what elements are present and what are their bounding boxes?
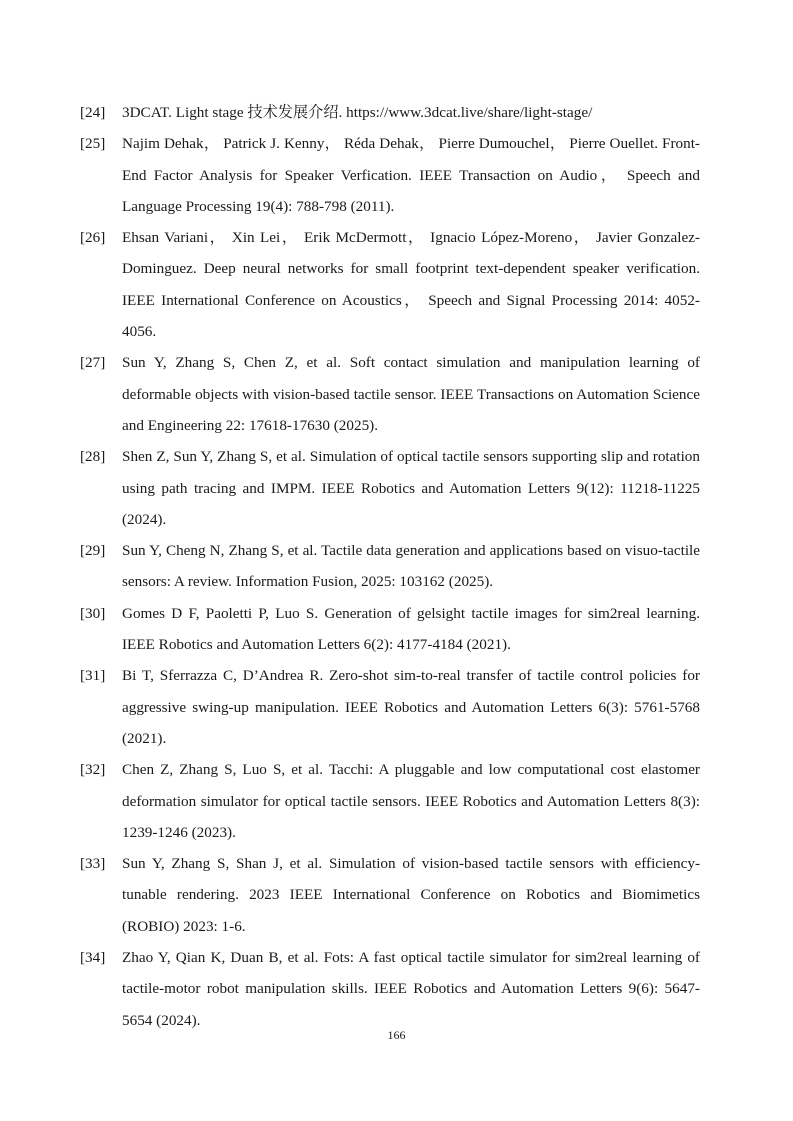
reference-text: Shen Z, Sun Y, Zhang S, et al. Simulation of optical tactile sensors supporting slip and rotation using path tracing and IMPM. IEEE Robotics and Automation Letters 9(12): 11218-11225 (2024). bbox=[122, 448, 700, 528]
reference-text: Najim Dehak， Patrick J. Kenny， Réda Dehak， Pierre Dumouchel， Pierre Ouellet. Front-End Factor Analysis for Speaker Verfication. IEEE Transaction on Audio， Speech and Language Processing 19(4): 788-798 (2011). bbox=[122, 135, 700, 215]
reference-entry-32 bbox=[80, 754, 700, 848]
reference-number: [27] bbox=[80, 354, 106, 372]
reference-text: Gomes D F, Paoletti P, Luo S. Generation of gelsight tactile images for sim2real learning. IEEE Robotics and Automation Letters 6(2): 4177-4184 (2021). bbox=[122, 604, 700, 654]
reference-number: [33] bbox=[80, 855, 106, 873]
reference-text: Sun Y, Zhang S, Shan J, et al. Simulation of vision-based tactile sensors with efficiency-tunable rendering. 2023 IEEE International Conference on Robotics and Biomimetics (ROBIO) 2023: 1-6. bbox=[122, 855, 700, 935]
reference-number: [31] bbox=[80, 667, 106, 685]
reference-entry-33 bbox=[80, 848, 700, 942]
reference-entry-27 bbox=[80, 347, 700, 441]
reference-number: [34] bbox=[80, 949, 106, 967]
reference-entry-28 bbox=[80, 441, 700, 535]
reference-text: Sun Y, Cheng N, Zhang S, et al. Tactile data generation and applications based on visuo-tactile sensors: A review. Information Fusion, 2025: 103162 (2025). bbox=[122, 542, 700, 591]
reference-entry-34 bbox=[80, 942, 700, 1036]
reference-number: [29] bbox=[80, 542, 106, 560]
reference-text: Chen Z, Zhang S, Luo S, et al. Tacchi: A pluggable and low computational cost elastomer deformation simulator for optical tactile sensors. IEEE Robotics and Automation Letters 8(3): 1239-1246 (2023). bbox=[122, 761, 700, 841]
reference-number: [26] bbox=[80, 229, 106, 247]
page-number: 166 bbox=[387, 1028, 406, 1042]
reference-entry-29 bbox=[80, 535, 700, 598]
reference-entry-30 bbox=[80, 598, 700, 661]
reference-entry-26 bbox=[80, 222, 700, 347]
reference-text: Zhao Y, Qian K, Duan B, et al. Fots: A fast optical tactile simulator for sim2real learning of tactile-motor robot manipulation skills. IEEE Robotics and Automation Letters 9(6): 5647-5654 (2024). bbox=[122, 949, 700, 1029]
reference-text: Ehsan Variani， Xin Lei， Erik McDermott， Ignacio López-Moreno， Javier Gonzalez-Dominguez. Deep neural networks for small footprint text-dependent speaker verification. IEEE International Conference on Acoustics， Speech and Signal Processing 2014: 4052-4056. bbox=[122, 229, 700, 341]
reference-entry-31 bbox=[80, 660, 700, 754]
reference-number: [30] bbox=[80, 604, 106, 622]
reference-text: Bi T, Sferrazza C, D’Andrea R. Zero-shot sim-to-real transfer of tactile control policies for aggressive swing-up manipulation. IEEE Robotics and Automation Letters 6(3): 5761-5768 (2021). bbox=[122, 667, 700, 747]
reference-entry-25 bbox=[80, 128, 700, 222]
reference-text: 3DCAT. Light stage 技术发展介绍. https://www.3dcat.live/share/light-stage/ bbox=[122, 104, 593, 121]
reference-number: [32] bbox=[80, 761, 106, 779]
reference-text: Sun Y, Zhang S, Chen Z, et al. Soft contact simulation and manipulation learning of deformable objects with vision-based tactile sensor. IEEE Transactions on Automation Science and Engineering 22: 17618-17630 (2025). bbox=[122, 354, 700, 434]
reference-number: [28] bbox=[80, 448, 106, 466]
reference-list bbox=[80, 97, 700, 1036]
reference-entry-24 bbox=[80, 97, 700, 128]
reference-number: [25] bbox=[80, 135, 106, 153]
reference-number: [24] bbox=[80, 104, 106, 121]
